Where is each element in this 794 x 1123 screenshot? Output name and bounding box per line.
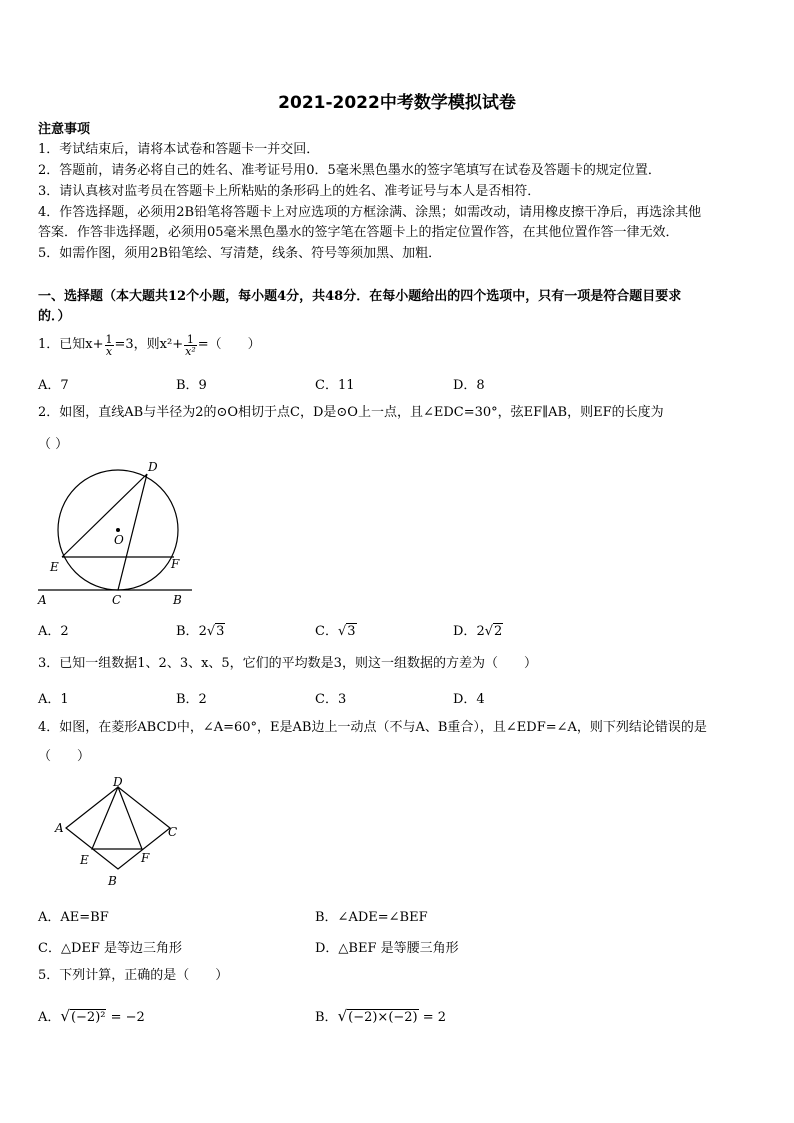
label-o: O bbox=[114, 533, 124, 547]
center-point bbox=[116, 528, 120, 532]
notice-item-3: 3．请认真核对监考员在答题卡上所粘贴的条形码上的姓名、准考证号与本人是否相符． bbox=[38, 184, 541, 199]
label-f: F bbox=[141, 851, 150, 865]
question-2: 2．如图，直线AB与半径为2的⊙O相切于点C，D是⊙O上一点，且∠EDC=30°，弦EF∥AB，则EF的长度为 bbox=[38, 405, 664, 420]
q5-option-a-label: A． bbox=[38, 1010, 61, 1025]
q1-prefix: 1．已知x+ bbox=[38, 337, 104, 352]
label-d: D bbox=[148, 460, 158, 474]
q4-option-b[interactable]: B．∠ADE=∠BEF bbox=[315, 910, 428, 925]
notice-item-4-cont: 答案．作答非选择题，必须用05毫米黑色墨水的签字笔在答题卡上的指定位置作答，在其他位置作答一律无效． bbox=[38, 225, 679, 240]
q1-option-a[interactable]: A．7 bbox=[38, 378, 69, 393]
q4-option-a[interactable]: A．AE=BF bbox=[38, 910, 109, 925]
q3-option-d[interactable]: D．4 bbox=[453, 692, 485, 707]
label-a: A bbox=[38, 593, 47, 607]
question-2-cont: （ ） bbox=[38, 437, 69, 452]
q5-option-a-radicand: (−2)² bbox=[70, 1010, 106, 1025]
q5-option-b-label: B． bbox=[315, 1010, 338, 1025]
q2-option-d[interactable]: D．2√2 bbox=[453, 624, 503, 639]
q2-option-c[interactable]: C．√3 bbox=[315, 624, 356, 639]
notice-item-1: 1．考试结束后，请将本试卷和答题卡一并交回． bbox=[38, 142, 320, 157]
triangle-def bbox=[92, 787, 142, 849]
notice-item-5: 5．如需作图，须用2B铅笔绘、写清楚，线条、符号等须加黑、加粗． bbox=[38, 246, 442, 261]
q1-fraction-1 bbox=[105, 334, 114, 357]
label-c: C bbox=[168, 825, 178, 839]
label-d: D bbox=[113, 775, 123, 789]
segment-ed bbox=[62, 474, 147, 557]
q5-option-a[interactable]: A．√(−2)² = −2 bbox=[38, 1007, 145, 1025]
q2-option-a-label: A．2 bbox=[38, 624, 69, 639]
label-b: B bbox=[173, 593, 182, 607]
label-f: F bbox=[171, 557, 180, 571]
q1-suffix: =（ ） bbox=[197, 337, 261, 352]
question-1 bbox=[38, 330, 261, 360]
section-heading: 一、选择题（本大题共12个小题，每小题4分，共48分．在每小题给出的四个选项中，只有一项是符合题目要求 bbox=[38, 289, 682, 304]
page-title: 2021-2022中考数学模拟试卷 bbox=[278, 93, 516, 113]
q5-option-b[interactable]: B．√(−2)×(−2) = 2 bbox=[315, 1007, 447, 1025]
q1-frac1-den: x bbox=[105, 344, 113, 358]
notice-item-4: 4．作答选择题，必须用2B铅笔将答题卡上对应选项的方框涂满、涂黑；如需改动，请用橡皮擦干净后，再选涂其他 bbox=[38, 205, 702, 220]
q2-option-b-label: B． bbox=[176, 624, 199, 639]
q4-rhombus-figure bbox=[52, 775, 184, 891]
notice-item-2: 2．答题前，请务必将自己的姓名、准考证号用0．5毫米黑色墨水的签字笔填写在试卷及答题卡的规定位置． bbox=[38, 163, 661, 178]
label-a: A bbox=[55, 821, 64, 835]
q2-option-a[interactable] bbox=[38, 620, 69, 639]
label-e: E bbox=[80, 853, 89, 867]
q1-frac1-num: 1 bbox=[105, 332, 113, 346]
label-b: B bbox=[108, 874, 117, 888]
segment-dc bbox=[118, 474, 147, 590]
label-c: C bbox=[112, 593, 122, 607]
q1-mid: =3，则x²+ bbox=[114, 337, 184, 352]
q1-frac2-den: x² bbox=[185, 344, 196, 358]
q5-option-b-radicand: (−2)×(−2) bbox=[348, 1010, 418, 1025]
q1-frac2-num: 1 bbox=[184, 334, 197, 346]
q2-option-b-radicand: 3 bbox=[216, 624, 225, 639]
q1-option-c[interactable]: C．11 bbox=[315, 378, 355, 393]
q2-option-d-coef: 2 bbox=[476, 624, 485, 639]
q3-option-c[interactable]: C．3 bbox=[315, 692, 347, 707]
question-4: 4．如图，在菱形ABCD中，∠A=60°，E是AB边上一动点（不与A、B重合），且∠EDF=∠A，则下列结论错误的是 bbox=[38, 720, 707, 735]
q4-option-c[interactable]: C．△DEF 是等边三角形 bbox=[38, 941, 183, 956]
q5-option-a-rest: = −2 bbox=[106, 1010, 145, 1025]
q3-option-a[interactable]: A．1 bbox=[38, 692, 69, 707]
label-e: E bbox=[50, 560, 59, 574]
q2-option-b[interactable]: B．2√3 bbox=[176, 624, 225, 639]
q2-option-d-label: D． bbox=[453, 624, 477, 639]
notice-heading: 注意事项 bbox=[38, 122, 91, 137]
q2-option-c-label: C． bbox=[315, 624, 338, 639]
q2-circle-figure bbox=[34, 458, 196, 608]
q5-option-b-rest: = 2 bbox=[418, 1010, 447, 1025]
q1-option-b[interactable]: B．9 bbox=[176, 378, 207, 393]
q2-option-b-coef: 2 bbox=[198, 624, 207, 639]
q3-option-b[interactable]: B．2 bbox=[176, 692, 207, 707]
question-4-cont: （ ） bbox=[38, 749, 91, 764]
q1-option-d[interactable]: D．8 bbox=[453, 378, 485, 393]
q4-option-d[interactable]: D．△BEF 是等腰三角形 bbox=[315, 941, 459, 956]
q2-option-c-radicand: 3 bbox=[347, 624, 356, 639]
q1-fraction-2 bbox=[184, 334, 197, 357]
question-3: 3．已知一组数据1、2、3、x、5，它们的平均数是3，则这一组数据的方差为（ ） bbox=[38, 656, 537, 671]
q2-option-d-radicand: 2 bbox=[494, 624, 503, 639]
section-heading-cont: 的．） bbox=[38, 309, 71, 324]
question-5: 5．下列计算，正确的是（ ） bbox=[38, 968, 229, 983]
